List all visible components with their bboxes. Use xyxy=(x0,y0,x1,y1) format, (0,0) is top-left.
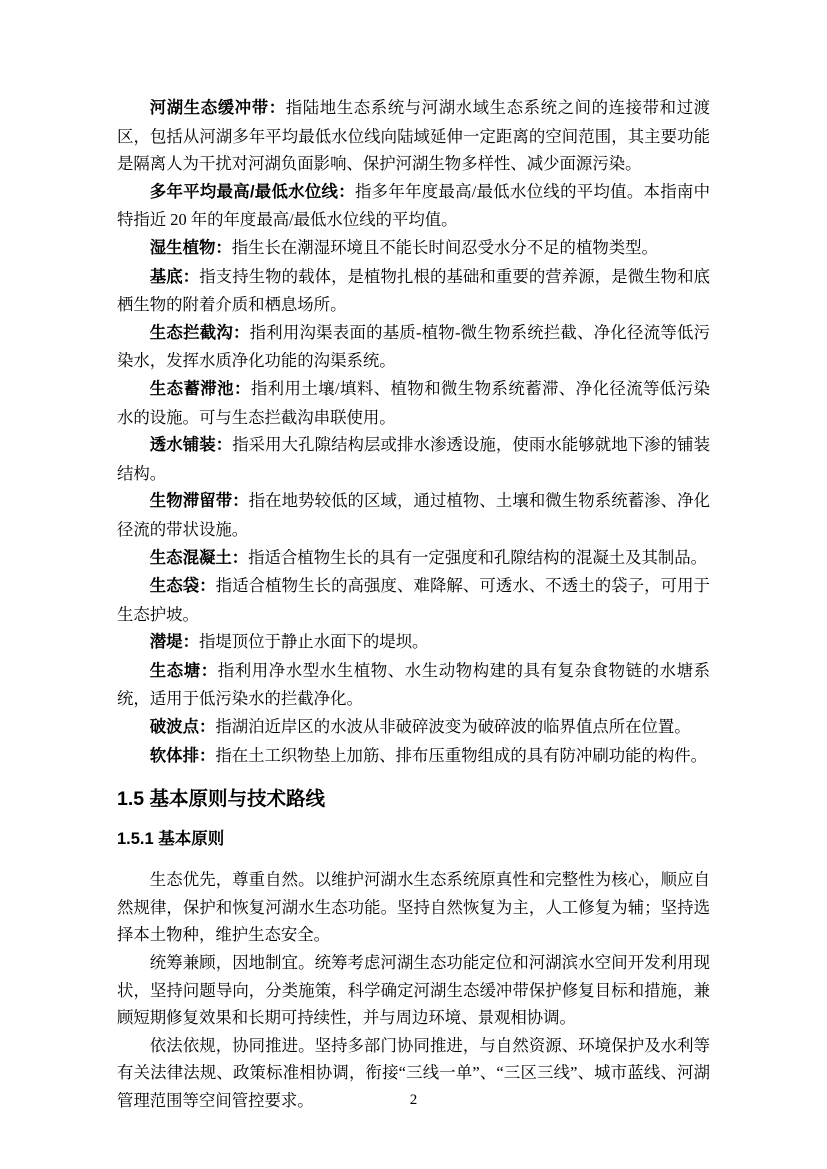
definition-paragraph xyxy=(117,94,710,178)
principle-paragraph: 生态优先，尊重自然。以维护河湖水生态系统原真性和完整性为核心，顺应自然规律，保护和恢复河湖水生态功能。坚持自然恢复为主，人工修复为辅；坚持选择本土物种，维护生态安全。 xyxy=(117,870,710,945)
definition-body: 指在土工织物垫上加筋、排布压重物组成的具有防冲刷功能的构件。 xyxy=(215,745,708,765)
page-number: 2 xyxy=(409,1092,418,1108)
definition-body: 指利用沟渠表面的基质-植物-微生物系统拦截、净化径流等低污染水，发挥水质净化功能的沟渠系统。 xyxy=(117,322,710,371)
definition-paragraph xyxy=(117,628,710,657)
definition-term: 生态袋： xyxy=(149,577,216,596)
definition-term: 生态塘： xyxy=(149,661,218,680)
definition-term: 河湖生态缓冲带： xyxy=(149,99,286,117)
definition-body: 指陆地生态系统与河湖水域生态系统之间的连接带和过渡区，包括从河湖多年平均最低水位线向陆域延伸一定距离的空间范围，其主要功能是隔离人为干扰对河湖负面影响、保护河湖生物多样性、减少面源污染。 xyxy=(117,98,710,174)
definition-body: 指适合植物生长的具有一定强度和孔隙结构的混凝土及其制品。 xyxy=(248,547,708,567)
definition-body: 指利用土壤/填料、植物和微生物系统蓄滞、净化径流等低污染水的设施。可与生态拦截沟串联使用。 xyxy=(117,378,710,427)
definition-term: 生态拦截沟： xyxy=(149,323,250,342)
definition-paragraph xyxy=(117,544,710,573)
definition-body: 指多年年度最高/最低水位线的平均值。本指南中特指近 20 年的年度最高/最低水位线的平均值。 xyxy=(117,181,710,230)
definition-body: 指湖泊近岸区的水波从非破碎波变为破碎波的临界值点所在位置。 xyxy=(215,717,691,737)
definition-paragraph xyxy=(117,657,710,713)
definition-body: 指适合植物生长的高强度、难降解、可透水、不透土的袋子，可用于生态护坡。 xyxy=(117,576,711,624)
definition-body: 指利用净水型水生植物、水生动物构建的具有复杂食物链的水塘系统，适用于低污染水的拦截净化。 xyxy=(117,660,711,709)
definition-body: 指支持生物的载体，是植物扎根的基础和重要的营养源，是微生物和底栖生物的附着介质和栖息场所。 xyxy=(117,266,710,315)
definition-paragraph xyxy=(117,263,710,319)
definition-term: 透水铺装： xyxy=(149,436,233,455)
definition-paragraph xyxy=(117,431,710,487)
definition-term: 潜堤： xyxy=(149,633,199,652)
definition-paragraph xyxy=(117,319,710,375)
section-heading: 1.5 基本原则与技术路线 xyxy=(117,788,326,811)
definition-term: 生物滞留带： xyxy=(149,492,249,511)
definition-term: 生态混凝土： xyxy=(149,548,249,567)
definition-paragraph xyxy=(117,742,710,771)
definition-paragraph xyxy=(117,487,710,543)
definition-term: 多年平均最高/最低水位线： xyxy=(149,182,355,201)
page-content xyxy=(117,94,710,1115)
definition-paragraph xyxy=(117,713,710,742)
definition-term: 基底： xyxy=(149,267,200,286)
principle-paragraph: 统筹兼顾，因地制宜。统筹考虑河湖生态功能定位和河湖滨水空间开发利用现状，坚持问题导向，分类施策，科学确定河湖生态缓冲带保护修复目标和措施，兼顾短期修复效果和长期可持续性，并与周边环境、景观相协调。 xyxy=(117,953,710,1028)
definition-body: 指采用大孔隙结构层或排水渗透设施，使雨水能够就地下渗的铺装结构。 xyxy=(117,435,711,483)
definition-body: 指堤顶位于静止水面下的堤坝。 xyxy=(198,632,429,652)
definition-term: 软体排： xyxy=(149,746,216,765)
definition-body: 指生长在潮湿环境且不能长时间忍受水分不足的植物类型。 xyxy=(231,237,658,257)
definition-term: 生态蓄滞池： xyxy=(149,379,251,398)
definition-body: 指在地势较低的区域，通过植物、土壤和微生物系统蓄渗、净化径流的带状设施。 xyxy=(117,491,710,539)
definition-term: 湿生植物： xyxy=(149,238,232,257)
definition-term: 破波点： xyxy=(149,718,216,737)
definition-paragraph xyxy=(117,572,710,628)
definition-paragraph xyxy=(117,178,710,234)
principle-paragraph: 依法依规，协同推进。坚持多部门协同推进，与自然资源、环境保护及水利等有关法律法规、政策标准相协调，衔接“三线一单”、“三区三线”、城市蓝线、河湖管理范围等空间管控要求。 xyxy=(117,1035,710,1110)
subsection-heading: 1.5.1 基本原则 xyxy=(117,830,225,849)
definition-paragraph xyxy=(117,375,710,431)
definition-paragraph xyxy=(117,234,710,263)
